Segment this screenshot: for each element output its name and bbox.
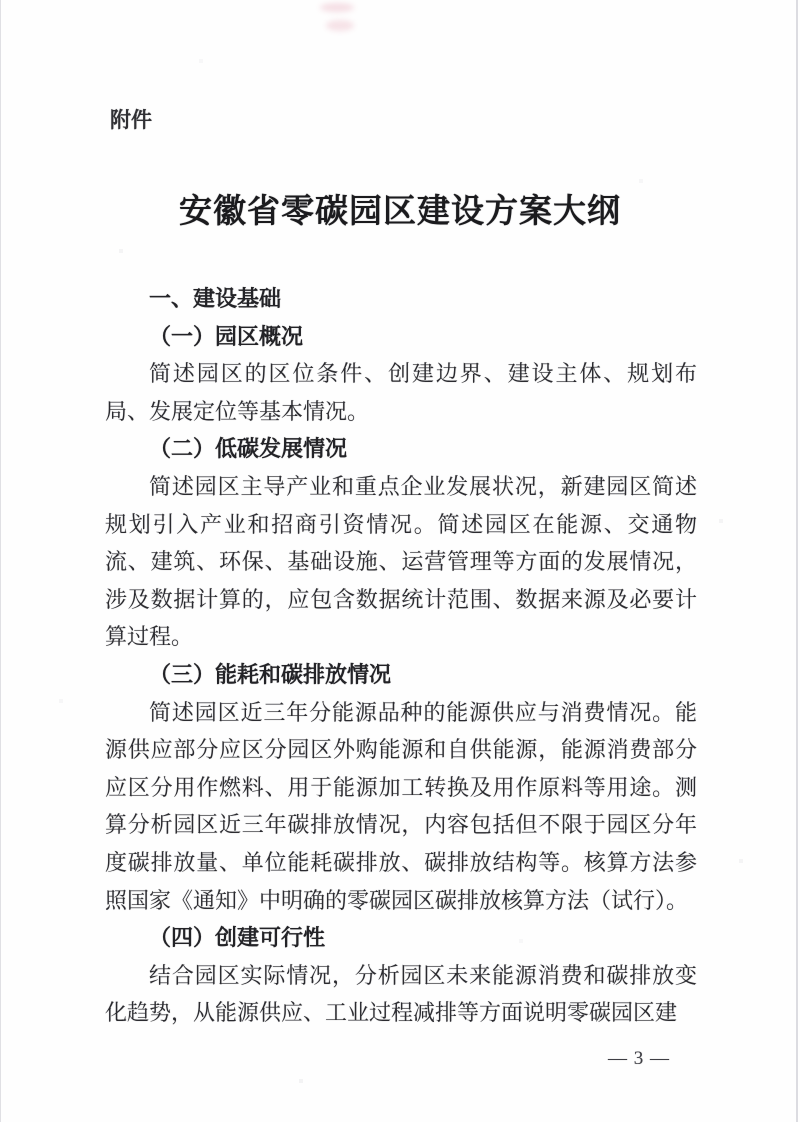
page-number: — 3 — — [608, 1048, 670, 1069]
sub-section-heading: （三）能耗和碳排放情况 — [149, 661, 392, 687]
document-title: 安徽省零碳园区建设方案大纲 — [179, 194, 621, 230]
scan-edge-left — [0, 0, 1, 1122]
scan-noise-speckles — [0, 0, 2, 2]
sub-section-heading: （四）创建可行性 — [149, 925, 326, 951]
attachment-label: 附件 — [110, 109, 152, 132]
faded-stamp-artifact — [326, 20, 354, 31]
body-paragraph: 简述园区近三年分能源品种的能源供应与消费情况。能源供应部分应区分园区外购能源和自供能源，能源消费部分应区分用作燃料、用于能源加工转换及用作原料等用途。测算分析园区近三年碳排放情况，内容包括但不限于园区分年度碳排放量、单位能耗碳排放、碳排放结构等。核算方法参照国家《通知》中明确的零碳园区碳排放核算方法（试行）。 — [105, 699, 697, 913]
section-heading: 一、建设基础 — [149, 286, 282, 311]
scan-edge-right — [796, 0, 798, 1122]
body-paragraph: 结合园区实际情况，分析园区未来能源消费和碳排放变化趋势，从能源供应、工业过程减排等方面说明零碳园区建 — [105, 962, 697, 1026]
document-body — [105, 280, 697, 1032]
sub-section-heading: （二）低碳发展情况 — [149, 436, 348, 462]
sub-section-heading: （一）园区概况 — [149, 323, 304, 349]
body-paragraph: 简述园区的区位条件、创建边界、建设主体、规划布局、发展定位等基本情况。 — [105, 361, 697, 424]
body-paragraph: 简述园区主导产业和重点企业发展状况，新建园区简述规划引入产业和招商引资情况。简述园区在能源、交通物流、建筑、环保、基础设施、运营管理等方面的发展情况，涉及数据计算的，应包含数据统计范围、数据来源及必要计算过程。 — [105, 473, 697, 650]
faded-stamp-artifact — [320, 3, 354, 12]
